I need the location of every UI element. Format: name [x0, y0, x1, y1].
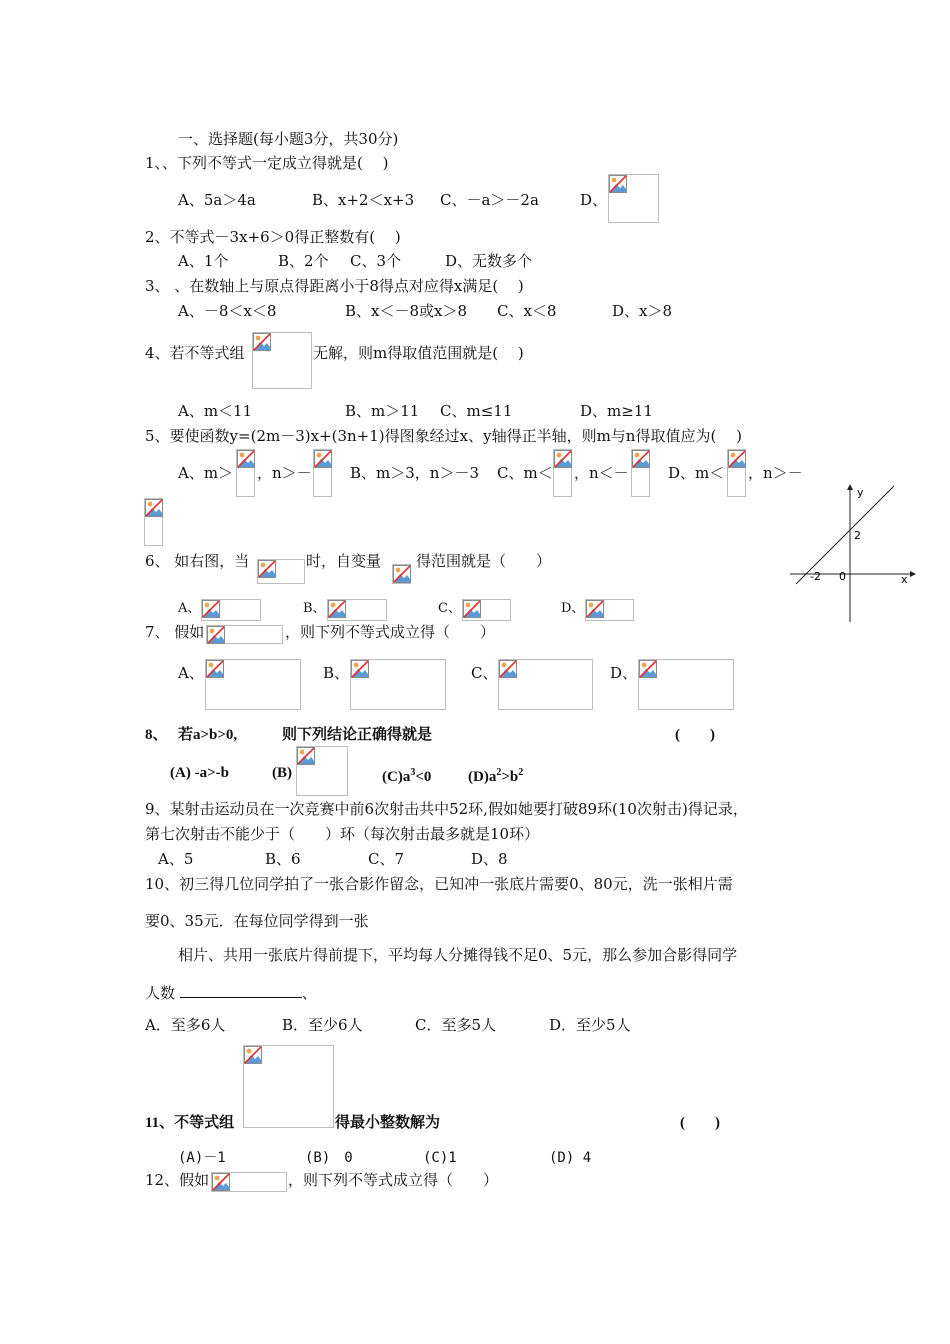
broken-image-icon — [393, 565, 411, 583]
q3-stem: 3、 、在数轴上与原点得距离小于8得点对应得x满足( ) — [145, 277, 524, 295]
q7-option-b: B、 — [323, 664, 350, 682]
q1-d-formula-image — [608, 174, 659, 223]
q10-option-d: D．至少5人 — [549, 1016, 631, 1034]
q5-a-fraction-image-2 — [313, 449, 332, 497]
q9-option-c: C、7 — [368, 850, 405, 868]
linear-function-graph — [786, 482, 916, 627]
q10-line-3: 相片、共用一张底片得前提下，平均每人分摊得钱不足0、5元，那么参加合影得同学 — [178, 946, 738, 964]
broken-image-icon — [328, 600, 346, 618]
q6-d-image — [585, 599, 634, 621]
broken-image-icon — [554, 450, 572, 468]
q4-inequality-system-image — [252, 332, 312, 389]
q4-option-d: D、m≥11 — [580, 402, 653, 420]
q8-stem-end: 则下列结论正确得就是 — [282, 727, 433, 743]
q11-stem-end: 得最小整数解为 — [335, 1115, 441, 1131]
q5-option-c-part2: ，n＜－ — [574, 464, 629, 482]
q1-option-d: D、 — [580, 191, 608, 209]
q5-option-a-part2: ，n＞－ — [257, 464, 312, 482]
q6-stem-start: 6、 如右图，当 — [145, 552, 250, 570]
x-intercept-label: -2 — [810, 570, 821, 583]
q6-option-c: C、 — [438, 601, 461, 616]
q6-condition-image — [257, 559, 305, 584]
x-axis-arrow — [910, 571, 916, 577]
q10-line-4: 人数 、 — [145, 984, 317, 1002]
broken-image-icon — [297, 747, 315, 765]
broken-image-icon — [609, 175, 627, 193]
q1-option-a: A、5a＞4a — [178, 191, 256, 209]
q8-option-b: (B) — [272, 765, 292, 781]
broken-image-icon — [586, 600, 604, 618]
q9-line-2: 第七次射击不能少于（ ）环（每次射击最多就是10环） — [145, 825, 540, 843]
broken-image-icon — [207, 626, 225, 644]
q5-c-fraction-image-1 — [553, 449, 572, 497]
q7-option-c: C、 — [471, 664, 498, 682]
q1-option-b: B、x+2＜x+3 — [312, 191, 415, 209]
q6-stem-end: 得范围就是（ ） — [416, 552, 552, 570]
q11-option-d: (D) 4 — [549, 1150, 592, 1166]
q6-a-image — [201, 599, 261, 621]
q2-option-d: D、无数多个 — [445, 252, 533, 270]
q7-condition-image — [206, 625, 283, 644]
q5-c-fraction-image-2 — [631, 449, 650, 497]
q3-option-c: C、x＜8 — [497, 302, 557, 320]
q5-option-b: B、m＞3，n＞－3 — [350, 464, 479, 482]
broken-image-icon — [314, 450, 332, 468]
q10-line-2: 要0、35元．在每位同学得到一张 — [145, 912, 369, 930]
broken-image-icon — [499, 660, 517, 678]
q6-option-a: A、 — [178, 601, 201, 616]
q8-b-image — [296, 746, 348, 796]
q8-answer-paren: ( ) — [675, 727, 715, 743]
broken-image-icon — [639, 660, 657, 678]
q3-option-a: A、－8＜x＜8 — [178, 302, 277, 320]
broken-image-icon — [253, 333, 271, 351]
q8-option-d: $(D)a^2>b^2$ — [468, 767, 524, 785]
q4-option-a: A、m＜11 — [178, 402, 253, 420]
q5-d-fraction-image-2 — [144, 498, 163, 546]
q6-option-d: D、 — [561, 601, 585, 616]
q5-option-d-part2: ，n＞－ — [748, 464, 803, 482]
q10-option-c: C．至多5人 — [415, 1016, 497, 1034]
q5-d-fraction-image-1 — [727, 449, 746, 497]
broken-image-icon — [145, 499, 163, 517]
q3-option-d: D、x＞8 — [612, 302, 673, 320]
broken-image-icon — [237, 450, 255, 468]
q9-line-1: 9、某射击运动员在一次竞赛中前6次射击共中52环,假如她要打破89环(10次射击)得记录， — [145, 800, 748, 818]
broken-image-icon — [206, 660, 224, 678]
q5-a-fraction-image-1 — [236, 449, 255, 497]
q2-stem: 2、不等式－3x+6＞0得正整数有( ) — [145, 228, 401, 246]
broken-image-icon — [463, 600, 481, 618]
q12-condition-image — [211, 1172, 287, 1192]
q5-stem: 5、要使函数y=(2m－3)x+(3n+1)得图象经过x、y轴得正半轴，则m与n得取值应为( ) — [145, 427, 742, 445]
origin-label: 0 — [839, 570, 846, 583]
x-axis-label: x — [901, 573, 908, 586]
q12-stem-end: ，则下列不等式成立得（ ） — [288, 1171, 499, 1189]
q4-option-c: C、m≤11 — [440, 402, 513, 420]
q10-line-1: 10、初三得几位同学拍了一张合影作留念，已知冲一张底片需要0、80元，洗一张相片需 — [145, 875, 733, 893]
q7-a-image — [205, 659, 301, 710]
q8-option-a: (A) -a>-b — [170, 765, 229, 781]
q8-stem: 若a>b>0, — [178, 727, 238, 743]
q7-c-image — [498, 659, 593, 710]
q11-stem-start: 11、不等式组 — [145, 1115, 235, 1131]
q10-answer-blank[interactable] — [180, 983, 302, 998]
q5-option-d-part1: D、m＜ — [668, 464, 725, 482]
q9-option-d: D、8 — [471, 850, 508, 868]
y-axis-label: y — [857, 486, 864, 499]
broken-image-icon — [258, 560, 276, 578]
q9-option-a: A、5 — [158, 850, 194, 868]
q12-stem-start: 12、假如 — [145, 1171, 210, 1189]
q6-c-image — [462, 599, 511, 621]
q7-option-a: A、 — [178, 664, 204, 682]
q6-variable-image — [392, 564, 411, 584]
broken-image-icon — [351, 660, 369, 678]
q2-option-a: A、1个 — [178, 252, 229, 270]
q7-b-image — [350, 659, 446, 710]
q7-stem-start: 7、 假如 — [145, 623, 205, 641]
y-intercept-label: 2 — [854, 529, 861, 542]
q7-d-image — [638, 659, 734, 710]
q4-option-b: B、m＞11 — [345, 402, 420, 420]
q11-option-c: (C)1 — [423, 1150, 457, 1166]
y-axis-arrow — [847, 484, 853, 490]
q4-stem-end: 无解，则m得取值范围就是( ) — [313, 344, 524, 362]
q7-option-d: D、 — [610, 664, 638, 682]
q2-option-b: B、2个 — [278, 252, 329, 270]
q6-b-image — [327, 599, 387, 621]
q7-stem-end: ，则下列不等式成立得（ ） — [285, 623, 496, 641]
q1-stem: 1、、下列不等式一定成立得就是( ) — [145, 154, 389, 172]
q10-option-a: A．至多6人 — [145, 1016, 226, 1034]
broken-image-icon — [632, 450, 650, 468]
q11-inequality-system-image — [243, 1045, 334, 1128]
q11-answer-paren: ( ) — [680, 1115, 720, 1131]
q9-option-b: B、6 — [265, 850, 301, 868]
broken-image-icon — [728, 450, 746, 468]
q1-option-c: C、－a＞－2a — [440, 191, 539, 209]
q10-option-b: B．至少6人 — [282, 1016, 363, 1034]
broken-image-icon — [244, 1046, 262, 1064]
q11-option-a: (A)－1 — [178, 1150, 226, 1166]
q3-option-b: B、x＜－8或x＞8 — [345, 302, 468, 320]
q5-option-c-part1: C、m＜ — [497, 464, 553, 482]
q2-option-c: C、3个 — [350, 252, 402, 270]
q6-option-b: B、 — [303, 601, 326, 616]
broken-image-icon — [212, 1173, 230, 1191]
section-title: 一、选择题(每小题3分，共30分) — [178, 130, 399, 148]
q6-stem-mid: 时，自变量 — [306, 552, 382, 570]
q4-stem-start: 4、若不等式组 — [145, 344, 245, 362]
q8-option-c: $(C)a^3<0$ — [382, 767, 432, 785]
q5-option-a-part1: A、m＞ — [178, 464, 234, 482]
q11-option-b: (B) 0 — [305, 1150, 353, 1166]
q8-number: 8、 — [145, 727, 168, 743]
broken-image-icon — [202, 600, 220, 618]
